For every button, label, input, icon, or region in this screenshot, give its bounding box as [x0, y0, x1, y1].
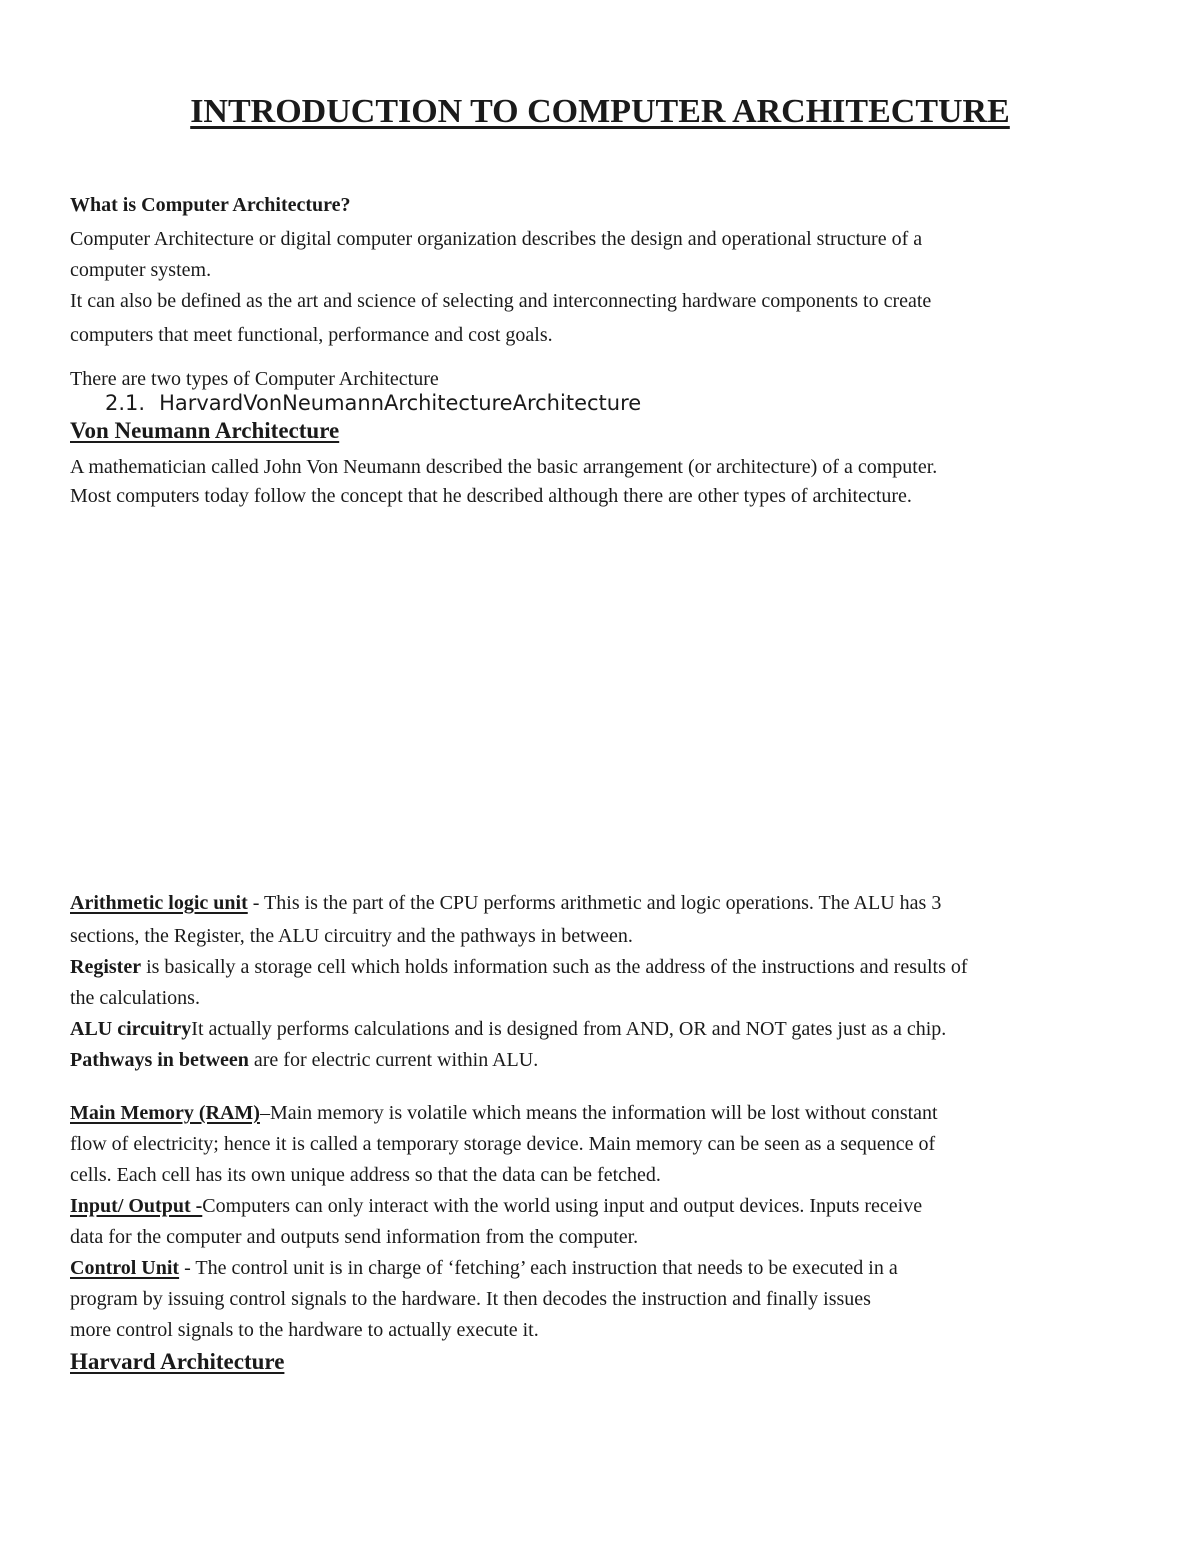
pathways-term: Pathways in between: [70, 1049, 249, 1071]
memory-paragraph: [70, 1098, 1140, 1129]
alu-paragraph: [70, 888, 1140, 919]
page-title: INTRODUCTION TO COMPUTER ARCHITECTURE: [190, 93, 1010, 130]
io-text: Computers can only interact with the world using input and output devices. Inputs receive: [202, 1195, 923, 1217]
memory-line-3: cells. Each cell has its own unique address so that the data can be fetched.: [70, 1164, 661, 1186]
types-intro: There are two types of Computer Architecture: [70, 368, 439, 390]
memory-line-2: flow of electricity; hence it is called a temporary storage device. Main memory can be seen as a sequence of: [70, 1133, 936, 1155]
control-term: Control Unit: [70, 1257, 180, 1279]
what-is-line-1: Computer Architecture or digital computer organization describes the design and operational structure of a: [70, 228, 923, 250]
circuitry-term: ALU circuitry: [70, 1018, 192, 1040]
control-line-3: more control signals to the hardware to actually execute it.: [70, 1319, 539, 1341]
what-is-section: [70, 190, 1140, 351]
what-is-line-3: It can also be defined as the art and science of selecting and interconnecting hardware components to create: [70, 290, 932, 312]
von-neumann-section: [70, 452, 1140, 512]
memory-term: Main Memory (RAM): [70, 1102, 260, 1124]
pathways-paragraph: [70, 1045, 1140, 1076]
harvard-heading: Harvard Architecture: [70, 1349, 285, 1374]
pathways-text: are for electric current within ALU.: [248, 1049, 539, 1071]
register-text: is basically a storage cell which holds information such as the address of the instructions and results of: [141, 956, 968, 978]
what-is-heading: What is Computer Architecture?: [70, 194, 351, 216]
what-is-line-4: computers that meet functional, performance and cost goals.: [70, 324, 553, 346]
alu-line-2: sections, the Register, the ALU circuitry and the pathways in between.: [70, 925, 633, 947]
circuitry-paragraph: [70, 1014, 1140, 1045]
components-section: [70, 1098, 1140, 1346]
circuitry-text: It actually performs calculations and is designed from AND, OR and NOT gates just as a chip.: [191, 1018, 947, 1040]
von-neumann-line-1: A mathematician called John Von Neumann described the basic arrangement (or architecture) of a computer.: [70, 456, 938, 478]
list-number: 2.1.: [105, 391, 146, 415]
io-term: Input/ Output -: [70, 1195, 203, 1217]
von-neumann-line-2: Most computers today follow the concept that he described although there are other types of architecture.: [70, 485, 912, 507]
alu-section: [70, 888, 1140, 1076]
io-paragraph: [70, 1191, 1140, 1222]
control-line-2: program by issuing control signals to the hardware. It then decodes the instruction and finally issues: [70, 1288, 871, 1310]
alu-term: Arithmetic logic unit: [70, 892, 248, 914]
control-text: - The control unit is in charge of ‘fetching’ each instruction that needs to be executed in a: [179, 1257, 898, 1279]
types-list-item: [105, 389, 641, 417]
von-neumann-heading: Von Neumann Architecture: [70, 418, 340, 443]
register-paragraph: [70, 952, 1140, 983]
memory-text: –Main memory is volatile which means the information will be lost without constant: [259, 1102, 938, 1124]
register-term: Register: [70, 956, 142, 978]
list-text: HarvardVonNeumannArchitectureArchitecture: [159, 391, 642, 415]
register-line-2: the calculations.: [70, 987, 200, 1009]
io-line-2: data for the computer and outputs send information from the computer.: [70, 1226, 639, 1248]
what-is-line-2: computer system.: [70, 259, 212, 281]
control-paragraph: [70, 1253, 1140, 1284]
alu-text: - This is the part of the CPU performs arithmetic and logic operations. The ALU has 3: [247, 892, 942, 914]
